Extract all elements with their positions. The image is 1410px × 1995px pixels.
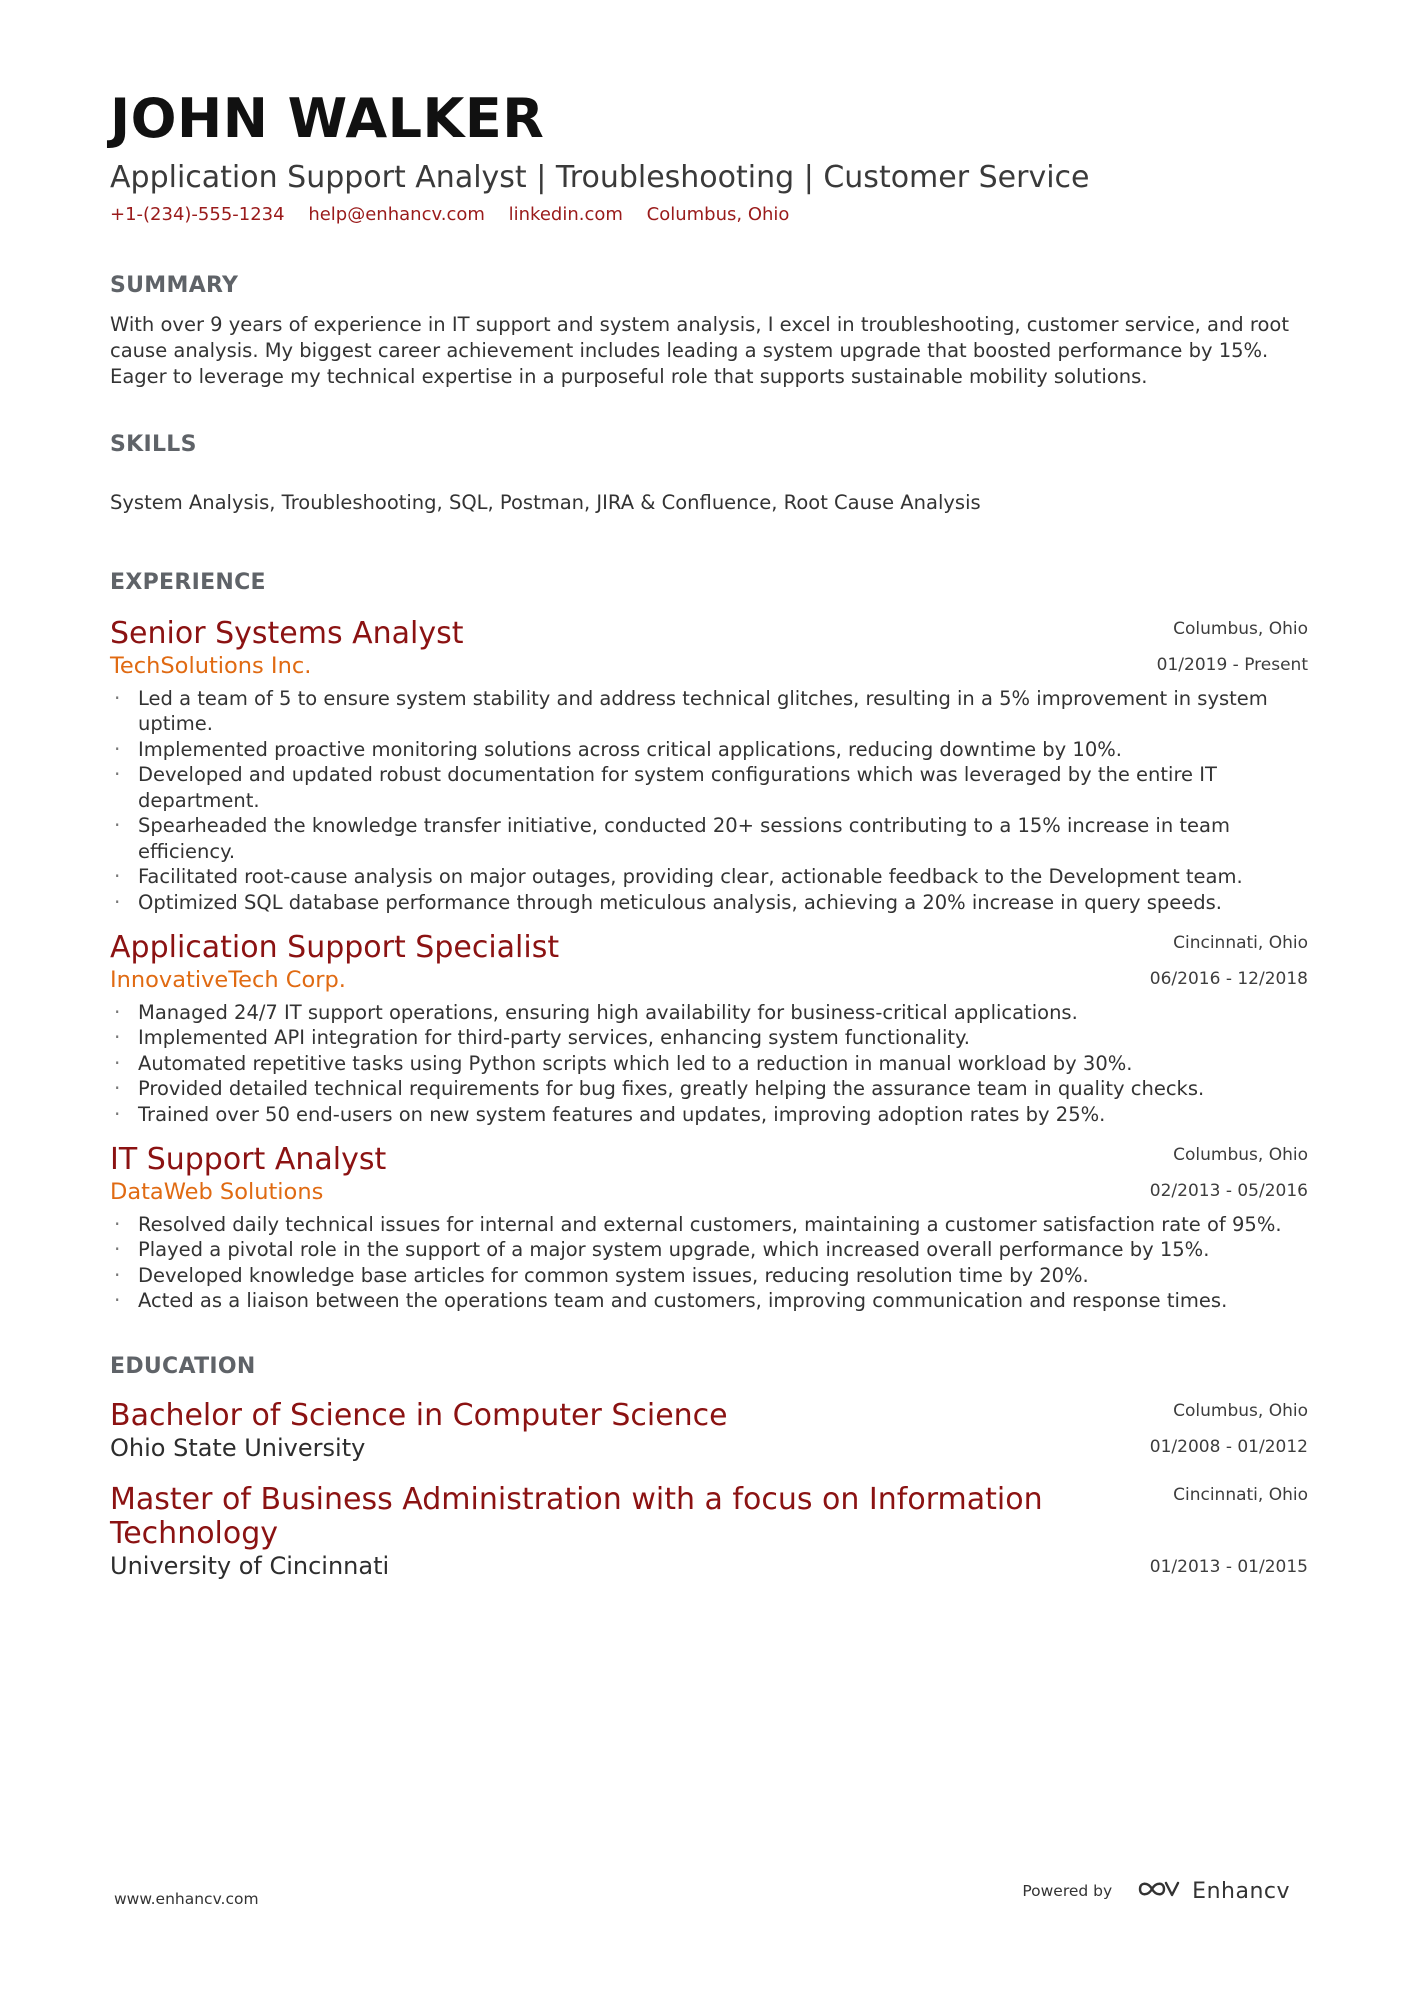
skills-text: System Analysis, Troubleshooting, SQL, Postman, JIRA & Confluence, Root Cause Analysis [110,491,981,514]
list-item: · Facilitated root-cause analysis on major outages, providing clear, actionable feedback to the Development team. [110,864,1308,890]
job-bullets [110,1000,1308,1128]
list-item: · Implemented proactive monitoring solutions across critical applications, reducing downtime by 10%. [110,737,1308,763]
school-name: Ohio State University [110,1434,366,1463]
list-item: · Optimized SQL database performance through meticulous analysis, achieving a 20% increase in query speeds. [110,890,1308,916]
phone-link[interactable]: +1-(234)-555-1234 [110,204,285,225]
job-location: Columbus, Ohio [1173,1145,1308,1166]
brand-name: Enhancv [1192,1878,1290,1904]
candidate-name: JOHN WALKER [110,87,545,150]
job-bullets [110,1212,1308,1314]
company-name: TechSolutions Inc. [110,652,312,679]
experience-entry [110,617,1308,915]
company-name: DataWeb Solutions [110,1178,324,1205]
experience-entry [110,931,1308,1127]
list-item: · Automated repetitive tasks using Python scripts which led to a reduction in manual workload by 30%. [110,1051,1308,1077]
school-location: Cincinnati, Ohio [1173,1485,1308,1506]
footer-website[interactable]: www.enhancv.com [114,1890,259,1908]
job-bullets [110,686,1308,916]
job-title: IT Support Analyst [110,1142,387,1178]
list-item: · Developed and updated robust documentation for system configurations which was leveraged by the entire IT department. [110,762,1308,813]
list-item: · Implemented API integration for third-party services, enhancing system functionality. [110,1025,1308,1051]
skills-heading: SKILLS [110,432,197,457]
summary-heading: SUMMARY [110,273,239,298]
enhancv-logo-icon [1136,1876,1182,1906]
list-item: · Trained over 50 end-users on new system features and updates, improving adoption rates by 25%. [110,1102,1308,1128]
linkedin-link[interactable]: linkedin.com [508,204,623,225]
job-dates: 06/2016 - 12/2018 [1149,969,1308,990]
list-item: · Led a team of 5 to ensure system stability and address technical glitches, resulting in a 5% improvement in system uptime. [110,686,1308,737]
location-text: Columbus, Ohio [646,204,790,225]
school-location: Columbus, Ohio [1173,1400,1308,1421]
list-item: · Provided detailed technical requirements for bug fixes, greatly helping the assurance team in quality checks. [110,1076,1308,1102]
job-location: Columbus, Ohio [1173,619,1308,639]
education-entry [110,1399,1308,1463]
summary-text: With over 9 years of experience in IT support and system analysis, I excel in troubleshooting, customer service, and root cause analysis. My biggest career achievement includes leading a system upgrade that boosted performance by 15%. Eager to leverage my technical expertise in a purposeful role that supports sustainable mobility solutions. [110,313,1289,388]
job-location: Cincinnati, Ohio [1173,933,1308,954]
education-entry [110,1483,1308,1581]
list-item: · Resolved daily technical issues for internal and external customers, maintaining a customer satisfaction rate of 95%. [110,1212,1308,1238]
footer-branding [1022,1876,1290,1906]
school-name: University of Cincinnati [110,1552,390,1581]
list-item: · Played a pivotal role in the support of a major system upgrade, which increased overall performance by 15%. [110,1237,1308,1263]
email-link[interactable]: help@enhancv.com [308,204,485,225]
resume-content [110,87,1308,1581]
degree-title: Master of Business Administration with a focus on Information Technology [110,1482,1043,1551]
school-dates: 01/2013 - 01/2015 [1149,1557,1308,1578]
list-item: · Spearheaded the knowledge transfer initiative, conducted 20+ sessions contributing to a 15% increase in team efficiency. [110,813,1308,864]
job-title: Application Support Specialist [110,930,560,966]
experience-heading: EXPERIENCE [110,570,266,595]
job-dates: 01/2019 - Present [1156,655,1308,675]
powered-by-label: Powered by [1022,1882,1113,1900]
list-item: · Managed 24/7 IT support operations, ensuring high availability for business-critical applications. [110,1000,1308,1026]
experience-entry [110,1143,1308,1314]
job-dates: 02/2013 - 05/2016 [1149,1181,1308,1202]
headline: Application Support Analyst | Troubleshooting | Customer Service [110,160,1090,195]
contact-bar [110,204,1308,225]
company-name: InnovativeTech Corp. [110,966,346,993]
job-title: Senior Systems Analyst [110,616,464,651]
school-dates: 01/2008 - 01/2012 [1149,1436,1308,1457]
degree-title: Bachelor of Science in Computer Science [110,1397,728,1433]
list-item: · Acted as a liaison between the operations team and customers, improving communication and response times. [110,1288,1308,1314]
list-item: · Developed knowledge base articles for common system issues, reducing resolution time by 20%. [110,1263,1308,1289]
education-heading: EDUCATION [110,1353,256,1379]
